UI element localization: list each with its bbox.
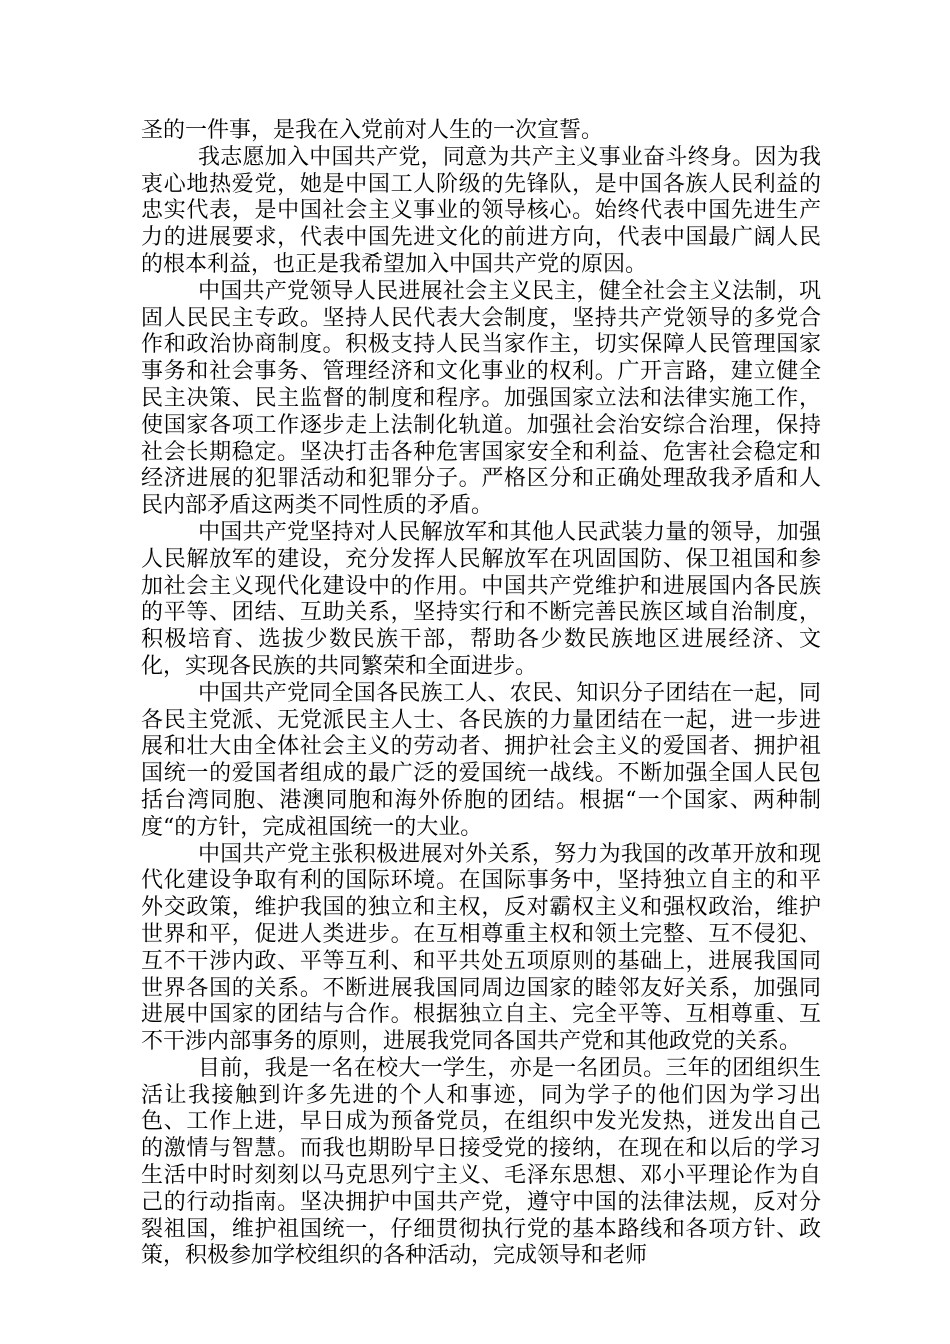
paragraph-continuation: 圣的一件事，是我在入党前对人生的一次宣誓。 (141, 118, 604, 143)
paragraph-armed-forces-ethnic-unity: 中国共产党坚持对人民解放军和其他人民武装力量的领导，加强人民解放军的建设，充分发挥人民解放军在巩固国防、保卫祖国和参加社会主义现代化建设中的作用。中国共产党维护和进展国内各民族的平等、团结、互助关系，坚持实行和不断完善民族区域自治制度，积极培育、选拔少数民族干部，帮助各少数民族地区进展经济、文化，实现各民族的共同繁荣和全面进步。 (141, 519, 821, 679)
paragraph-party-application: 我志愿加入中国共产党，同意为共产主义事业奋斗终身。因为我衷心地热爱党，她是中国工人阶级的先锋队，是中国各族人民利益的忠实代表，是中国社会主义事业的领导核心。始终代表中国先进生产力的进展要求，代表中国先进文化的前进方向，代表中国最广阔人民的根本利益，也正是我希望加入中国共产党的原因。 (141, 144, 821, 277)
paragraph-personal-statement: 目前，我是一名在校大一学生，亦是一名团员。三年的团组织生活让我接触到许多先进的个人和事迹，同为学子的他们因为学习出色、工作上进，早日成为预备党员，在组织中发光发热，迸发出自己的激情与智慧。而我也期盼早日接受党的接纳，在现在和以后的学习生活中时时刻刻以马克思列宁主义、毛泽东思想、邓小平理论作为自己的行动指南。坚决拥护中国共产党，遵守中国的法律法规，反对分裂祖国，维护祖国统一，仔细贯彻执行党的基本路线和各项方针、政策，积极参加学校组织的各种活动，完成领导和老师 (141, 1055, 821, 1269)
paragraph-united-front: 中国共产党同全国各民族工人、农民、知识分子团结在一起，同各民主党派、无党派民主人士、各民族的力量团结在一起，进一步进展和壮大由全体社会主义的劳动者、拥护社会主义的爱国者、拥护祖国统一的爱国者组成的最广泛的爱国统一战线。不断加强全国人民包括台湾同胞、港澳同胞和海外侨胞的团结。根据“一个国家、两种制度“的方针，完成祖国统一的大业。 (141, 680, 821, 840)
paragraph-foreign-relations: 中国共产党主张积极进展对外关系，努力为我国的改革开放和现代化建设争取有利的国际环境。在国际事务中，坚持独立自主的和平外交政策，维护我国的独立和主权，反对霸权主义和强权政治，维护世界和平，促进人类进步。在互相尊重主权和领土完整、互不侵犯、互不干涉内政、平等互利、和平共处五项原则的基础上，进展我国同世界各国的关系。不断进展我国同周边国家的睦邻友好关系，加强同进展中国家的团结与合作。根据独立自主、完全平等、互相尊重、互不干涉内部事务的原则，进展我党同各国共产党和其他政党的关系。 (141, 841, 821, 1055)
paragraph-socialist-democracy: 中国共产党领导人民进展社会主义民主，健全社会主义法制，巩固人民民主专政。坚持人民代表大会制度，坚持共产党领导的多党合作和政治协商制度。积极支持人民当家作主，切实保障人民管理国家事务和社会事务、管理经济和文化事业的权利。广开言路，建立健全民主决策、民主监督的制度和程序。加强国家立法和法律实施工作，使国家各项工作逐步走上法制化轨道。加强社会治安综合治理，保持社会长期稳定。坚决打击各种危害国家安全和利益、危害社会稳定和经济进展的犯罪活动和犯罪分子。严格区分和正确处理敌我矛盾和人民内部矛盾这两类不同性质的矛盾。 (141, 278, 821, 519)
document-body (141, 118, 821, 1270)
